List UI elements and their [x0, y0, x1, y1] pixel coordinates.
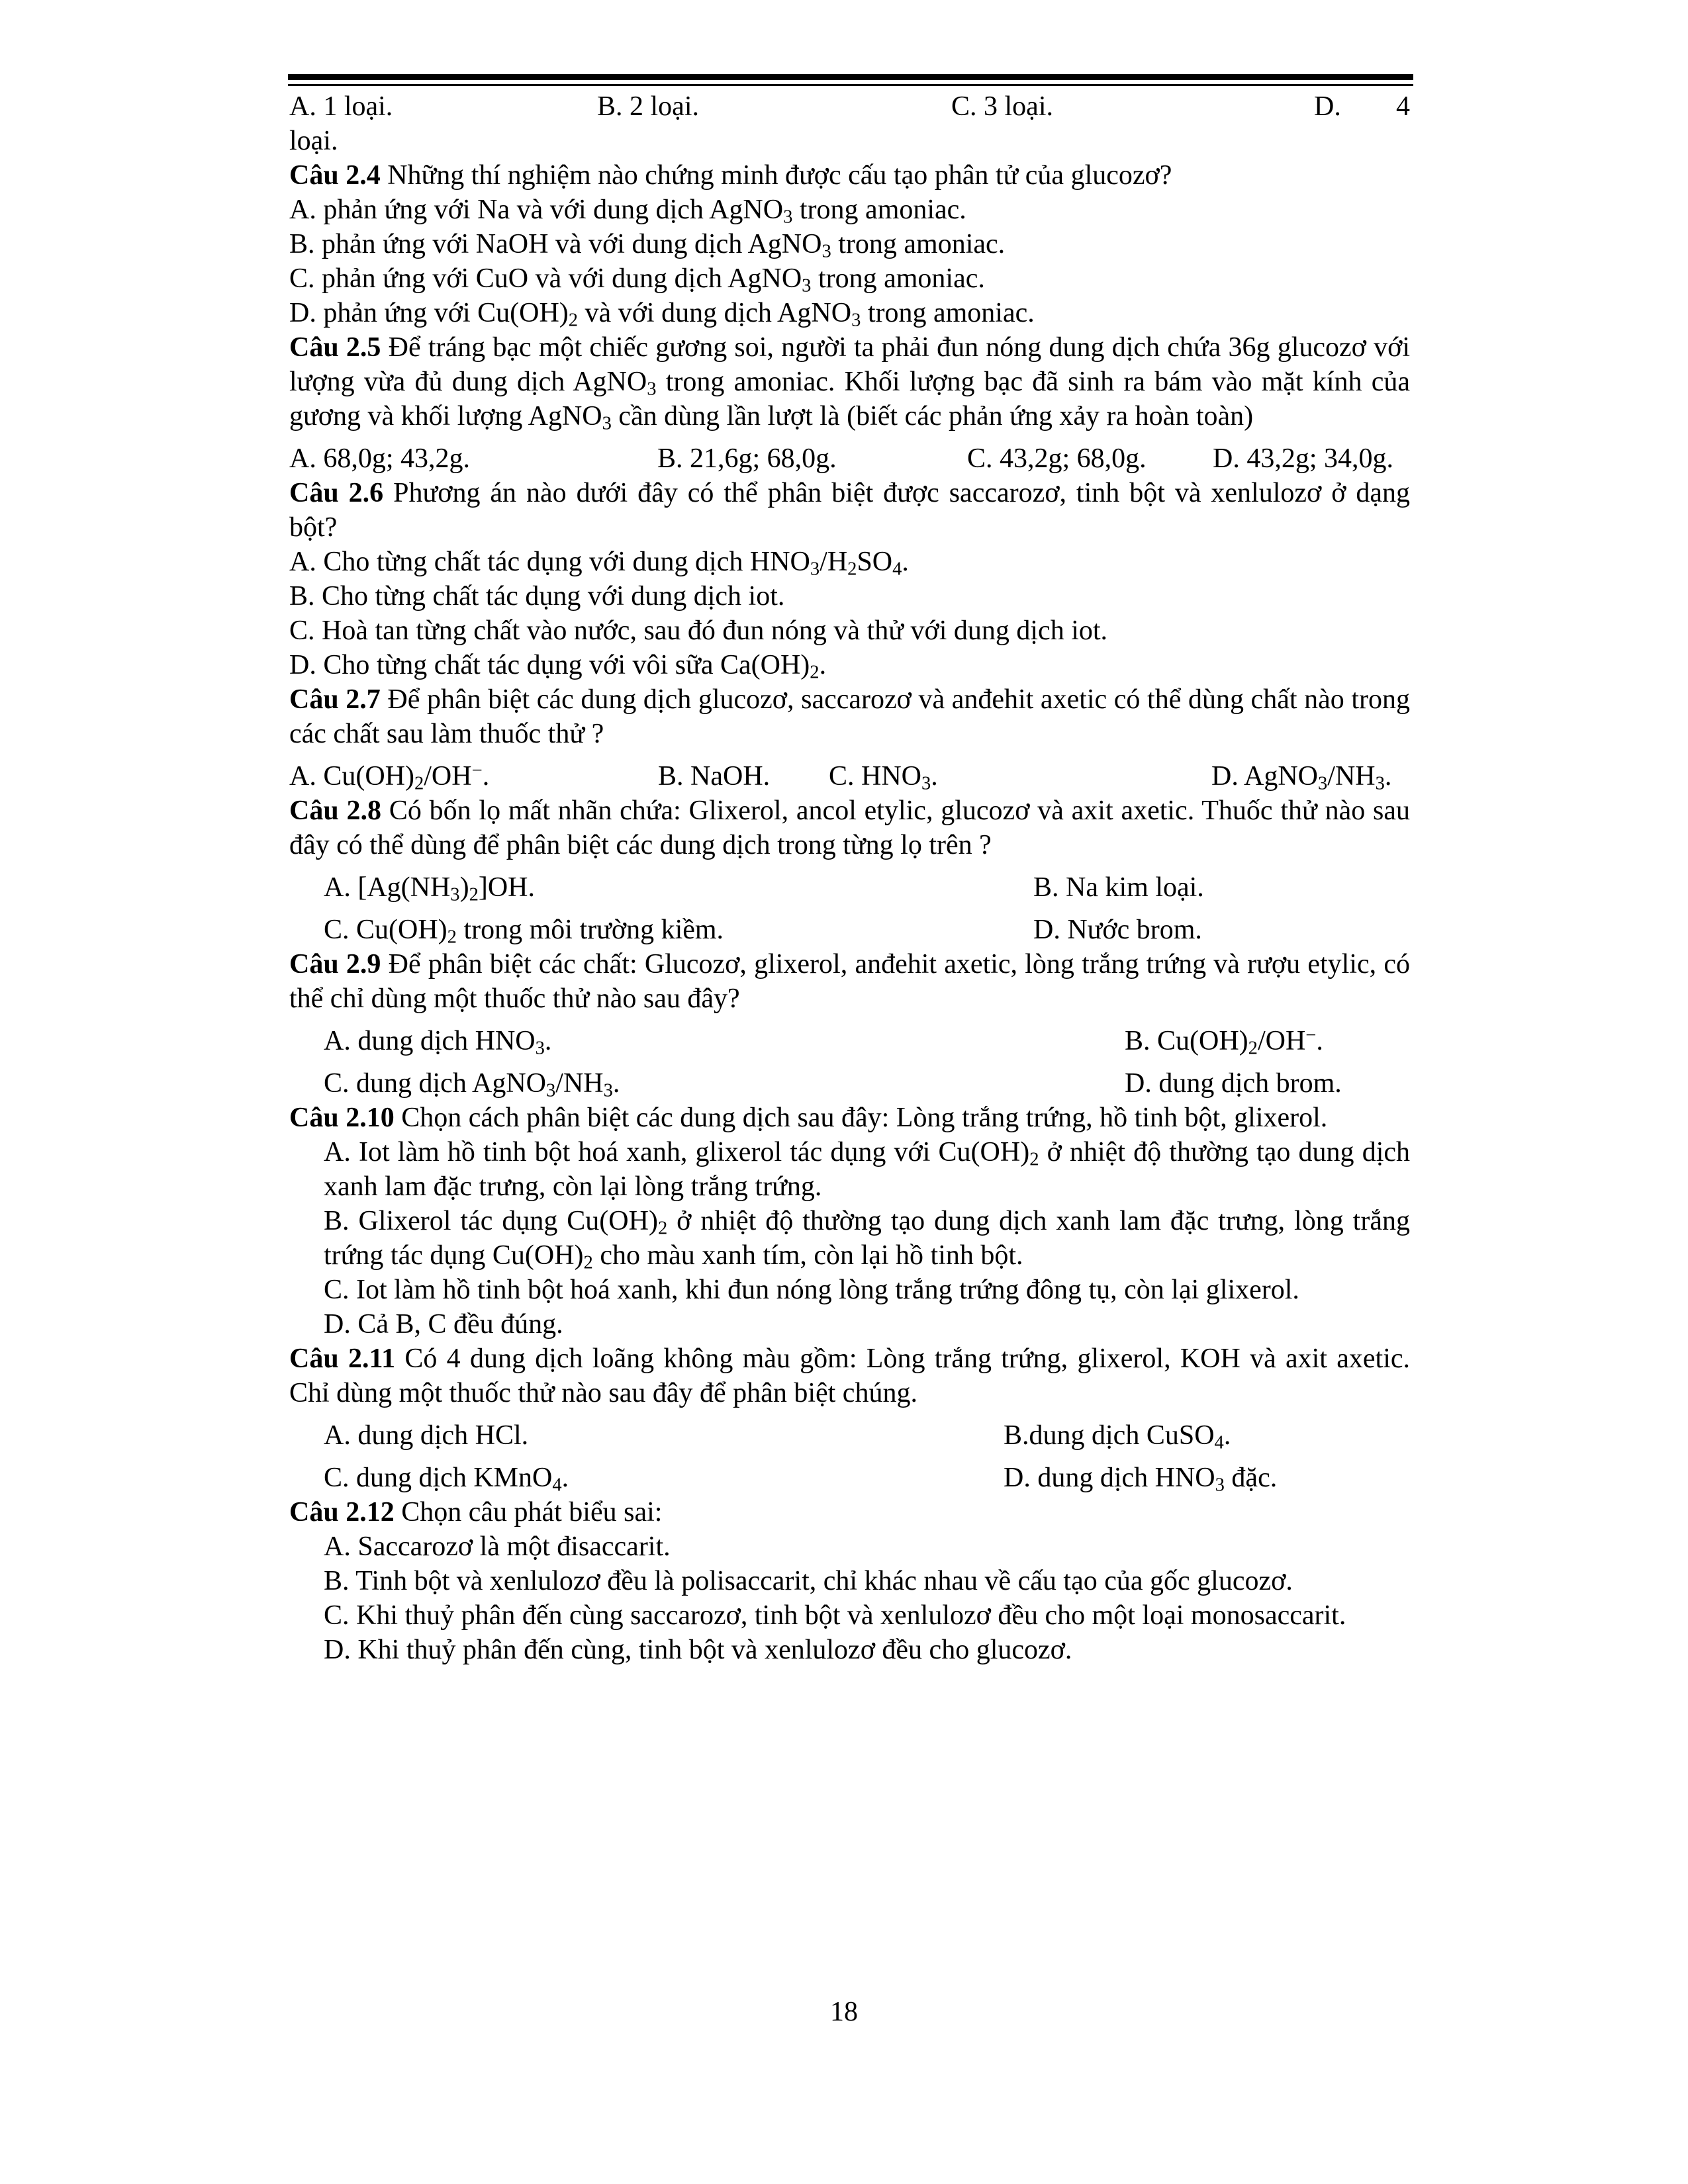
option-d: D. 43,2g; 34,0g.: [1213, 443, 1393, 474]
question-2-4: [289, 158, 1410, 193]
question-text: Những thí nghiệm nào chứng minh được cấu tạo phân tử của glucozơ?: [387, 160, 1172, 191]
option-a: A. $Cu(OH)_2/OH^-$.: [289, 760, 490, 794]
option-c: C. $HNO_3$.: [829, 761, 938, 794]
question-number: Câu 2.7: [289, 684, 381, 715]
question-text: Chọn cách phân biệt các dung dịch sau đây: Lòng trắng trứng, hồ tinh bột, glixerol.: [401, 1103, 1328, 1133]
question-2-7: [289, 682, 1410, 751]
q210-option-d: D. Cả B, C đều đúng.: [324, 1309, 563, 1340]
option-b: B.dung dịch CuSO$_4$.: [1004, 1420, 1231, 1453]
question-text: Có 4 dung dịch loãng không màu gồm: Lòng trắng trứng, glixerol, KOH và axit axetic. Chỉ dùng một thuốc thử nào sau đây để phân biệt chúng.: [289, 1343, 1411, 1408]
option-b: B. NaOH.: [658, 761, 771, 792]
page-content: [289, 89, 1410, 1667]
option-c: C. dung dịch KMnO$_4$.: [324, 1463, 569, 1496]
option-d: D. $AgNO_3/NH_3$.: [1211, 761, 1392, 794]
question-number: Câu 2.9: [289, 949, 381, 979]
q26-option-a: A. Cho từng chất tác dụng với dung dịch $HNO_3/H_2SO_4$.: [289, 547, 909, 580]
q211-options-row-2: [289, 1461, 1410, 1495]
question-2-6: [289, 476, 1410, 545]
option-d: D. dung dịch brom.: [1125, 1068, 1342, 1099]
question-2-8: [289, 794, 1410, 862]
question-text: Có bốn lọ mất nhãn chứa: Glixerol, ancol etylic, glucozơ và axit axetic. Thuốc thử nào sau đây có thể dùng để phân biệt các dung dịch trong từng lọ trên ?: [289, 796, 1411, 860]
q212-option-a: A. Saccarozơ là một đisaccarit.: [324, 1531, 671, 1562]
question-text: Phương án nào dưới đây có thể phân biệt được saccarozơ, tinh bột và xenlulozơ ở dạng bột?: [289, 478, 1410, 543]
option-c: C. 43,2g; 68,0g.: [967, 443, 1147, 474]
option-a: A. 1 loại.: [289, 91, 393, 122]
question-number: Câu 2.11: [289, 1343, 396, 1374]
q29-options-row-2: [289, 1066, 1410, 1101]
question-text: Để phân biệt các dung dịch glucozơ, saccarozơ và anđehit axetic có thể dùng chất nào trong các chất sau làm thuốc thử ?: [289, 684, 1410, 749]
q27-options: [289, 759, 1410, 794]
option-d: D. dung dịch $HNO_3$ đặc.: [1004, 1463, 1278, 1496]
question-text: Để tráng bạc một chiếc gương soi, người ta phải đun nóng dung dịch chứa 36g glucozơ với lượng vừa đủ dung dịch AgNO$_3$ trong amoniac. Khối lượng bạc đã sinh ra bám vào mặt kính của gương và khối lượng AgNO$_3$ cần dùng lần lượt là (biết các phản ứng xảy ra hoàn toàn): [289, 332, 1410, 434]
question-2-9: [289, 947, 1410, 1016]
q210-option-c: C. Iot làm hồ tinh bột hoá xanh, khi đun nóng lòng trắng trứng đông tụ, còn lại glixerol.: [324, 1275, 1299, 1305]
question-number: Câu 2.5: [289, 332, 381, 363]
q29-options-row-1: [289, 1024, 1410, 1058]
question-2-11: [289, 1342, 1410, 1410]
question-2-5: [289, 330, 1410, 433]
question-number: Câu 2.10: [289, 1103, 395, 1133]
option-c: C. dung dịch $AgNO_3/NH_3$.: [324, 1068, 620, 1101]
question-number: Câu 2.12: [289, 1497, 395, 1527]
q26-option-c: C. Hoà tan từng chất vào nước, sau đó đun nóng và thử với dung dịch iot.: [289, 615, 1108, 646]
option-d: D. Nước brom.: [1033, 915, 1202, 945]
q24-option-b: B. phản ứng với NaOH và với dung dịch AgNO$_3$ trong amoniac.: [289, 229, 1006, 262]
question-text: Chọn câu phát biểu sai:: [401, 1497, 663, 1527]
q26-option-d: D. Cho từng chất tác dụng với vôi sữa $Ca(OH)_2$.: [289, 650, 827, 683]
option-d-value: 4: [1396, 91, 1410, 122]
page-number: 18: [830, 1997, 858, 2027]
question-number: Câu 2.4: [289, 160, 381, 191]
q25-options: [289, 441, 1410, 476]
q26-option-b: B. Cho từng chất tác dụng với dung dịch iot.: [289, 581, 785, 612]
q210-option-a: A. Iot làm hồ tinh bột hoá xanh, glixerol tác dụng với $Cu(OH)_2$ ở nhiệt độ thường tạo dung dịch xanh lam đặc trưng, còn lại lòng trắng trứng.: [324, 1137, 1411, 1202]
option-a: A. 68,0g; 43,2g.: [289, 443, 470, 474]
q212-option-d: D. Khi thuỷ phân đến cùng, tinh bột và xenlulozơ đều cho glucozơ.: [324, 1635, 1072, 1665]
q211-options-row-1: [289, 1418, 1410, 1453]
q210-option-b: B. Glixerol tác dụng $Cu(OH)_2$ ở nhiệt độ thường tạo dung dịch xanh lam đặc trưng, lòng trắng trứng tác dụng $Cu(OH)_2$ cho màu xanh tím, còn lại hồ tinh bột.: [324, 1206, 1410, 1273]
option-a: A. dung dịch HCl.: [324, 1420, 529, 1451]
option-b: B. $Cu(OH)_2/OH^-$.: [1125, 1025, 1323, 1059]
q24-option-c: C. phản ứng với CuO và với dung dịch AgNO$_3$ trong amoniac.: [289, 263, 985, 296]
option-b: B. 2 loại.: [597, 91, 699, 122]
option-d-label: D.: [1314, 91, 1341, 122]
question-number: Câu 2.6: [289, 478, 384, 508]
q212-option-c: C. Khi thuỷ phân đến cùng saccarozơ, tinh bột và xenlulozơ đều cho một loại monosaccarit.: [324, 1600, 1346, 1631]
q24-option-a: A. phản ứng với Na và với dung dịch AgNO$_3$ trong amoniac.: [289, 195, 966, 228]
option-b: B. 21,6g; 68,0g.: [657, 443, 837, 474]
option-b: B. Na kim loại.: [1033, 872, 1204, 903]
question-2-12: [289, 1495, 1410, 1529]
q23-options: [289, 89, 1410, 124]
header-rule-thin: [288, 84, 1413, 86]
option-d-continuation: loại.: [289, 126, 338, 156]
q28-options-row-1: [289, 870, 1410, 905]
option-a: A. dung dịch $HNO_3$.: [324, 1026, 552, 1059]
q28-options-row-2: [289, 913, 1410, 947]
header-rule-thick: [288, 74, 1413, 80]
q24-option-d: D. phản ứng với $Cu(OH)_2$ và với dung dịch AgNO$_3$ trong amoniac.: [289, 298, 1035, 331]
option-c: C. $Cu(OH)_2$ trong môi trường kiềm.: [324, 915, 724, 948]
option-a: A. $[Ag(NH_3)_2]OH$.: [324, 872, 536, 905]
question-text: Để phân biệt các chất: Glucozơ, glixerol, anđehit axetic, lòng trắng trứng và rượu etylic, có thể chỉ dùng một thuốc thử nào sau đây?: [289, 949, 1410, 1014]
question-number: Câu 2.8: [289, 796, 381, 826]
question-2-10: [289, 1101, 1410, 1135]
option-c: C. 3 loại.: [951, 91, 1053, 122]
q212-option-b: B. Tinh bột và xenlulozơ đều là polisaccarit, chỉ khác nhau về cấu tạo của gốc glucozơ.: [324, 1566, 1293, 1596]
